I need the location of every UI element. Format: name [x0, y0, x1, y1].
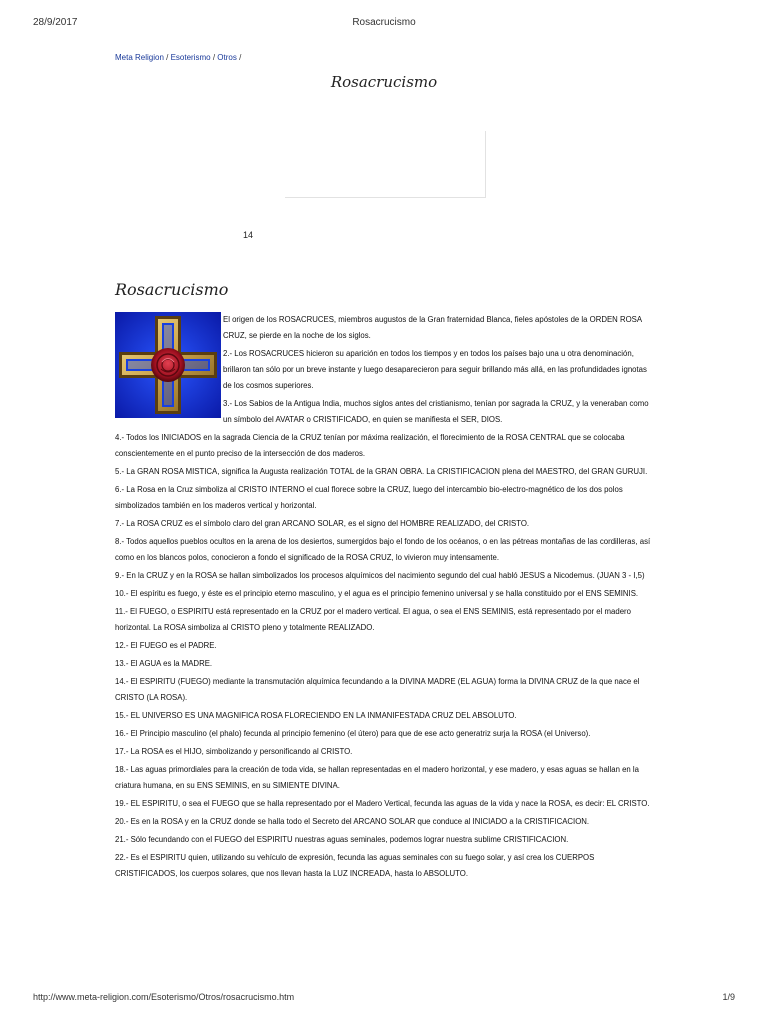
- paragraph: El origen de los ROSACRUCES, miembros augustos de la Gran fraternidad Blanca, fieles apóstoles de la ORDEN ROSA CRUZ, se pierde en la noche de los siglos.: [223, 315, 642, 340]
- section-title: Rosacrucismo: [115, 280, 229, 299]
- paragraph: 20.- Es en la ROSA y en la CRUZ donde se halla todo el Secreto del ARCANO SOLAR que conduce al INICIADO a la CRISTIFICACION.: [115, 817, 590, 826]
- paragraph: 7.- La ROSA CRUZ es el símbolo claro del gran ARCANO SOLAR, es el signo del HOMBRE REALIZADO, del CRISTO.: [115, 519, 530, 528]
- share-count: 14: [243, 230, 254, 240]
- page-number: 1/9: [722, 992, 735, 1002]
- print-date: 28/9/2017: [33, 17, 78, 28]
- page-title: Rosacrucismo: [330, 73, 438, 91]
- breadcrumb-separator: /: [210, 53, 218, 62]
- print-header: [33, 17, 735, 31]
- paragraph: 4.- Todos los INICIADOS en la sagrada Ciencia de la CRUZ tenían por máxima realización, el florecimiento de la ROSA CENTRAL que se colocaba conscientemente en el punto preciso de la intersección de dos maderos.: [115, 433, 625, 458]
- breadcrumb-separator: /: [236, 53, 242, 62]
- paragraph: 2.- Los ROSACRUCES hicieron su aparición en todos los tiempos y en todos los países bajo una u otra denominación, brillaron tan sólo por un breve instante y luego desaparecieron para seguir brillando más allá, en las profundidades ignotas de los cosmos superiores.: [223, 349, 647, 390]
- paragraph: 14.- El ESPIRITU (FUEGO) mediante la transmutación alquímica fecundando a la DIVINA MADRE (EL AGUA) forma la DIVINA CRUZ de la que nace el CRISTO (LA ROSA).: [115, 677, 640, 702]
- paragraph: 5.- La GRAN ROSA MISTICA, significa la Augusta realización TOTAL de la GRAN OBRA. La CRISTIFICACION plena del MAESTRO, del GRAN GURUJI.: [115, 467, 648, 476]
- paragraph: 21.- Sólo fecundando con el FUEGO del ESPIRITU nuestras aguas seminales, podemos lograr nuestra sublime CRISTIFICACION.: [115, 835, 569, 844]
- print-title: Rosacrucismo: [352, 17, 416, 28]
- paragraph: 15.- EL UNIVERSO ES UNA MAGNIFICA ROSA FLORECIENDO EN LA INMANIFESTADA CRUZ DEL ABSOLUTO.: [115, 711, 517, 720]
- paragraph: 18.- Las aguas primordiales para la creación de toda vida, se hallan representadas en el madero horizontal, y ese madero, y esas aguas se hallan en la criatura humana, en su ENS SEMINIS, en su SIMIENTE DIVINA.: [115, 765, 640, 790]
- print-url: http://www.meta-religion.com/Esoterismo/Otros/rosacrucismo.htm: [33, 992, 295, 1002]
- ad-placeholder: [285, 131, 486, 198]
- print-footer: [33, 992, 735, 1006]
- breadcrumb-esoterismo[interactable]: Esoterismo: [170, 53, 211, 62]
- breadcrumb: [115, 53, 241, 62]
- paragraph: 22.- Es el ESPIRITU quien, utilizando su vehículo de expresión, fecunda las aguas seminales con su fuego solar, y así crea los CUERPOS CRISTIFICADOS, los cuerpos solares, que nos llevan hasta la LUZ INCREADA, hasta lo ABSOLUTO.: [115, 853, 595, 878]
- paragraph: 12.- El FUEGO es el PADRE.: [115, 641, 217, 650]
- paragraph: 10.- El espíritu es fuego, y éste es el principio eterno masculino, y el agua es el principio femenino universal y se halla constituido por el ENS SEMINIS.: [115, 589, 639, 598]
- paragraph: 19.- EL ESPIRITU, o sea el FUEGO que se halla representado por el Madero Vertical, fecunda las aguas de la vida y nace la ROSA, es decir: EL CRISTO.: [115, 799, 650, 808]
- paragraph: 11.- El FUEGO, o ESPIRITU está representado en la CRUZ por el madero vertical. El agua, o sea el ENS SEMINIS, está representado por el madero horizontal. La ROSA simboliza al CRISTO pleno y totalmente REALIZADO.: [115, 607, 631, 632]
- breadcrumb-otros[interactable]: Otros: [217, 53, 237, 62]
- paragraph: 9.- En la CRUZ y en la ROSA se hallan simbolizados los procesos alquímicos del nacimiento segundo del cual habló JESUS a Nicodemus. (JUAN 3 - I,5): [115, 571, 645, 580]
- paragraph: 13.- El AGUA es la MADRE.: [115, 659, 213, 668]
- paragraph: 8.- Todos aquellos pueblos ocultos en la arena de los desiertos, sumergidos bajo el fondo de los océanos, o en las pétreas montañas de las cordilleras, así como en los blancos polos, conocieron a fondo el significado de la ROSA CRUZ, lo vivieron muy intensamente.: [115, 537, 651, 562]
- paragraph: 16.- El Principio masculino (el phalo) fecunda al principio femenino (el útero) para que de ese acto generatriz surja la ROSA (el Universo).: [115, 729, 591, 738]
- breadcrumb-separator: /: [163, 53, 171, 62]
- paragraph: 3.- Los Sabios de la Antigua India, muchos siglos antes del cristianismo, tenían por sagrada la CRUZ, y la veneraban como un símbolo del AVATAR o CRISTIFICADO, en quien se manifiesta el SER, DIOS.: [223, 399, 649, 424]
- paragraph: 6.- La Rosa en la Cruz simboliza al CRISTO INTERNO el cual florece sobre la CRUZ, luego del intercambio bio-electro-magnético de los dos polos simbolizados también en los maderos vertical y horizontal.: [115, 485, 623, 510]
- article-content: [115, 312, 655, 882]
- breadcrumb-meta-religion[interactable]: Meta Religion: [115, 53, 164, 62]
- paragraph: 17.- La ROSA es el HIJO, simbolizando y personificando al CRISTO.: [115, 747, 353, 756]
